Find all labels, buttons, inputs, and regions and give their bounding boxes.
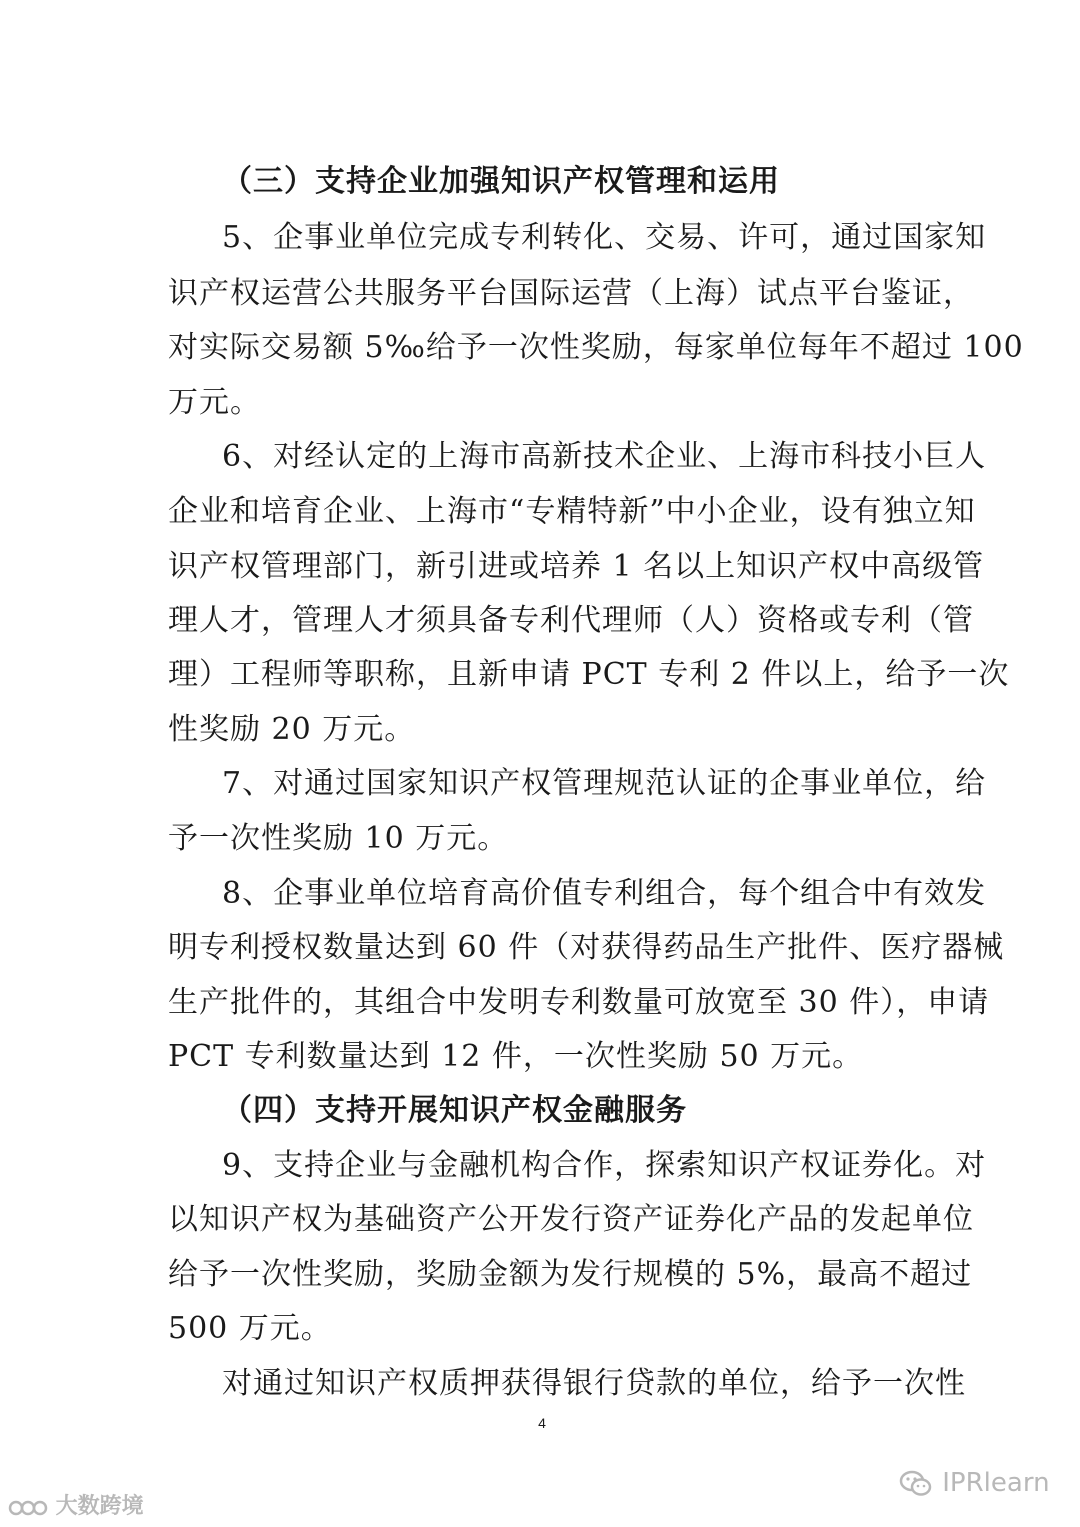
watermark-left-text: 大数跨境 <box>55 1494 144 1519</box>
item-9-line-2: 以知识产权为基础资产公开发行资产证券化产品的发起单位 <box>168 1202 974 1237</box>
item-6-line-4: 理人才，管理人才须具备专利代理师（人）资格或专利（管 <box>168 603 974 638</box>
item-6-line-1: 6、对经认定的上海市高新技术企业、上海市科技小巨人 <box>222 439 987 474</box>
item-5-line-2: 识产权运营公共服务平台国际运营（上海）试点平台鉴证， <box>168 276 974 311</box>
item-9-line-3: 给予一次性奖励，奖励金额为发行规模的 5%，最高不超过 <box>168 1257 973 1292</box>
item-5-line-4: 万元。 <box>168 385 261 420</box>
item-9-line-4: 500 万元。 <box>168 1311 332 1346</box>
page-number: 4 <box>538 1415 546 1431</box>
item-8-line-1: 8、企事业单位培育高价值专利组合，每个组合中有效发 <box>222 876 987 911</box>
item-5-line-1: 5、企事业单位完成专利转化、交易、许可，通过国家知 <box>222 220 987 255</box>
item-5-line-3: 对实际交易额 5‰给予一次性奖励，每家单位每年不超过 100 <box>168 330 1024 365</box>
item-6-line-2: 企业和培育企业、上海市“专精特新”中小企业，设有独立知 <box>168 494 976 529</box>
section-heading-3: （三）支持企业加强知识产权管理和运用 <box>222 164 780 199</box>
item-8-line-3: 生产批件的，其组合中发明专利数量可放宽至 30 件），申请 <box>168 985 990 1020</box>
watermark-logo-icon <box>8 1496 48 1518</box>
item-7-line-1: 7、对通过国家知识产权管理规范认证的企事业单位，给 <box>222 766 987 801</box>
item-6-line-6: 性奖励 20 万元。 <box>168 712 416 747</box>
item-6-line-5: 理）工程师等职称，且新申请 PCT 专利 2 件以上，给予一次 <box>168 657 1010 692</box>
section-heading-4: （四）支持开展知识产权金融服务 <box>222 1093 687 1128</box>
item-9-line-1: 9、支持企业与金融机构合作，探索知识产权证券化。对 <box>222 1148 987 1183</box>
wechat-icon <box>898 1469 934 1499</box>
item-7-line-2: 予一次性奖励 10 万元。 <box>168 821 509 856</box>
item-9b-line-1: 对通过知识产权质押获得银行贷款的单位，给予一次性 <box>222 1366 966 1401</box>
watermark-left <box>8 1494 144 1520</box>
item-8-line-2: 明专利授权数量达到 60 件（对获得药品生产批件、医疗器械 <box>168 930 1005 965</box>
item-8-line-4: PCT 专利数量达到 12 件，一次性奖励 50 万元。 <box>168 1039 864 1074</box>
watermark-right-text: IPRlearn <box>942 1468 1050 1498</box>
item-6-line-3: 识产权管理部门，新引进或培养 1 名以上知识产权中高级管 <box>168 549 985 584</box>
watermark-right <box>898 1468 1050 1499</box>
